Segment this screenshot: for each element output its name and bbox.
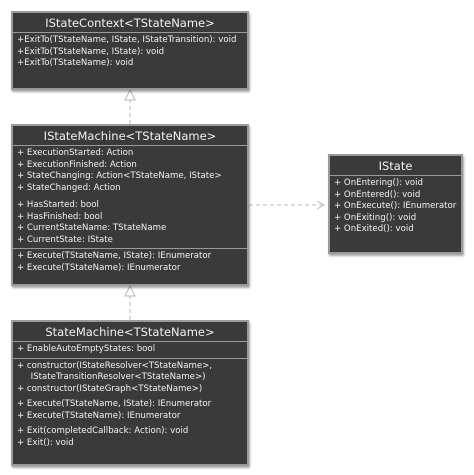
constructor-entry: + constructor(IStateGraph<TStateName>) bbox=[17, 383, 203, 394]
class-title: IStateMachine<TStateName> bbox=[13, 126, 247, 146]
inheritance-arrowhead-context bbox=[125, 90, 135, 100]
field-entry: + EnableAutoEmptyStates: bool bbox=[17, 344, 156, 354]
methods-section bbox=[13, 33, 247, 72]
method-entry: +ExitTo(TStateName): void bbox=[17, 58, 134, 68]
method-entry: + Exit(): void bbox=[17, 437, 74, 448]
method-entry: + OnEntered(): void bbox=[334, 189, 421, 200]
class-istate-machine bbox=[11, 124, 249, 286]
constructor-entry: + constructor(IStateResolver<TStateName>, bbox=[17, 360, 213, 371]
event-entry: + ExecutionStarted: Action bbox=[17, 148, 134, 158]
event-entry: + StateChanged: Action bbox=[17, 182, 121, 193]
constructor-entry-continuation: IStateTransitionResolver<TStateName>) bbox=[17, 372, 206, 382]
methods-section bbox=[13, 249, 247, 276]
method-entry: + Exit(completedCallback: Action): void bbox=[17, 426, 189, 436]
class-istate-context bbox=[11, 11, 249, 90]
methods-section bbox=[13, 359, 247, 452]
method-entry: + OnExiting(): void bbox=[334, 212, 417, 223]
method-entry: + Execute(TStateName): IEnumerator bbox=[17, 262, 181, 273]
inheritance-arrowhead-istatemachine bbox=[125, 286, 135, 296]
events-properties-section bbox=[13, 146, 247, 249]
event-entry: + StateChanging: Action<TStateName, IState> bbox=[17, 171, 222, 181]
class-title: IState bbox=[330, 156, 461, 176]
method-entry: +ExitTo(TStateName, IState, IStateTransition): void bbox=[17, 35, 237, 45]
method-entry: +ExitTo(TStateName, IState): void bbox=[17, 46, 165, 57]
property-entry: + HasFinished: bool bbox=[17, 211, 103, 222]
class-title: StateMachine<TStateName> bbox=[13, 322, 247, 342]
property-entry: + CurrentStateName: TStateName bbox=[17, 223, 167, 233]
method-entry: + OnEntering(): void bbox=[334, 178, 424, 188]
class-istate bbox=[328, 154, 463, 254]
method-entry: + Execute(TStateName, IState): IEnumerator bbox=[17, 251, 212, 261]
fields-section bbox=[13, 342, 247, 359]
event-entry: + ExecutionFinished: Action bbox=[17, 159, 137, 170]
method-entry: + Execute(TStateName, IState): IEnumerator bbox=[17, 399, 212, 409]
methods-section bbox=[330, 176, 461, 238]
class-state-machine bbox=[11, 320, 249, 466]
property-entry: + CurrentState: IState bbox=[17, 234, 113, 245]
class-title: IStateContext<TStateName> bbox=[13, 13, 247, 33]
method-entry: + Execute(TStateName): IEnumerator bbox=[17, 410, 181, 421]
method-entry: + OnExited(): void bbox=[334, 224, 414, 234]
property-entry: + HasStarted: bool bbox=[17, 200, 99, 210]
method-entry: + OnExecute(): IEnumerator bbox=[334, 201, 457, 211]
